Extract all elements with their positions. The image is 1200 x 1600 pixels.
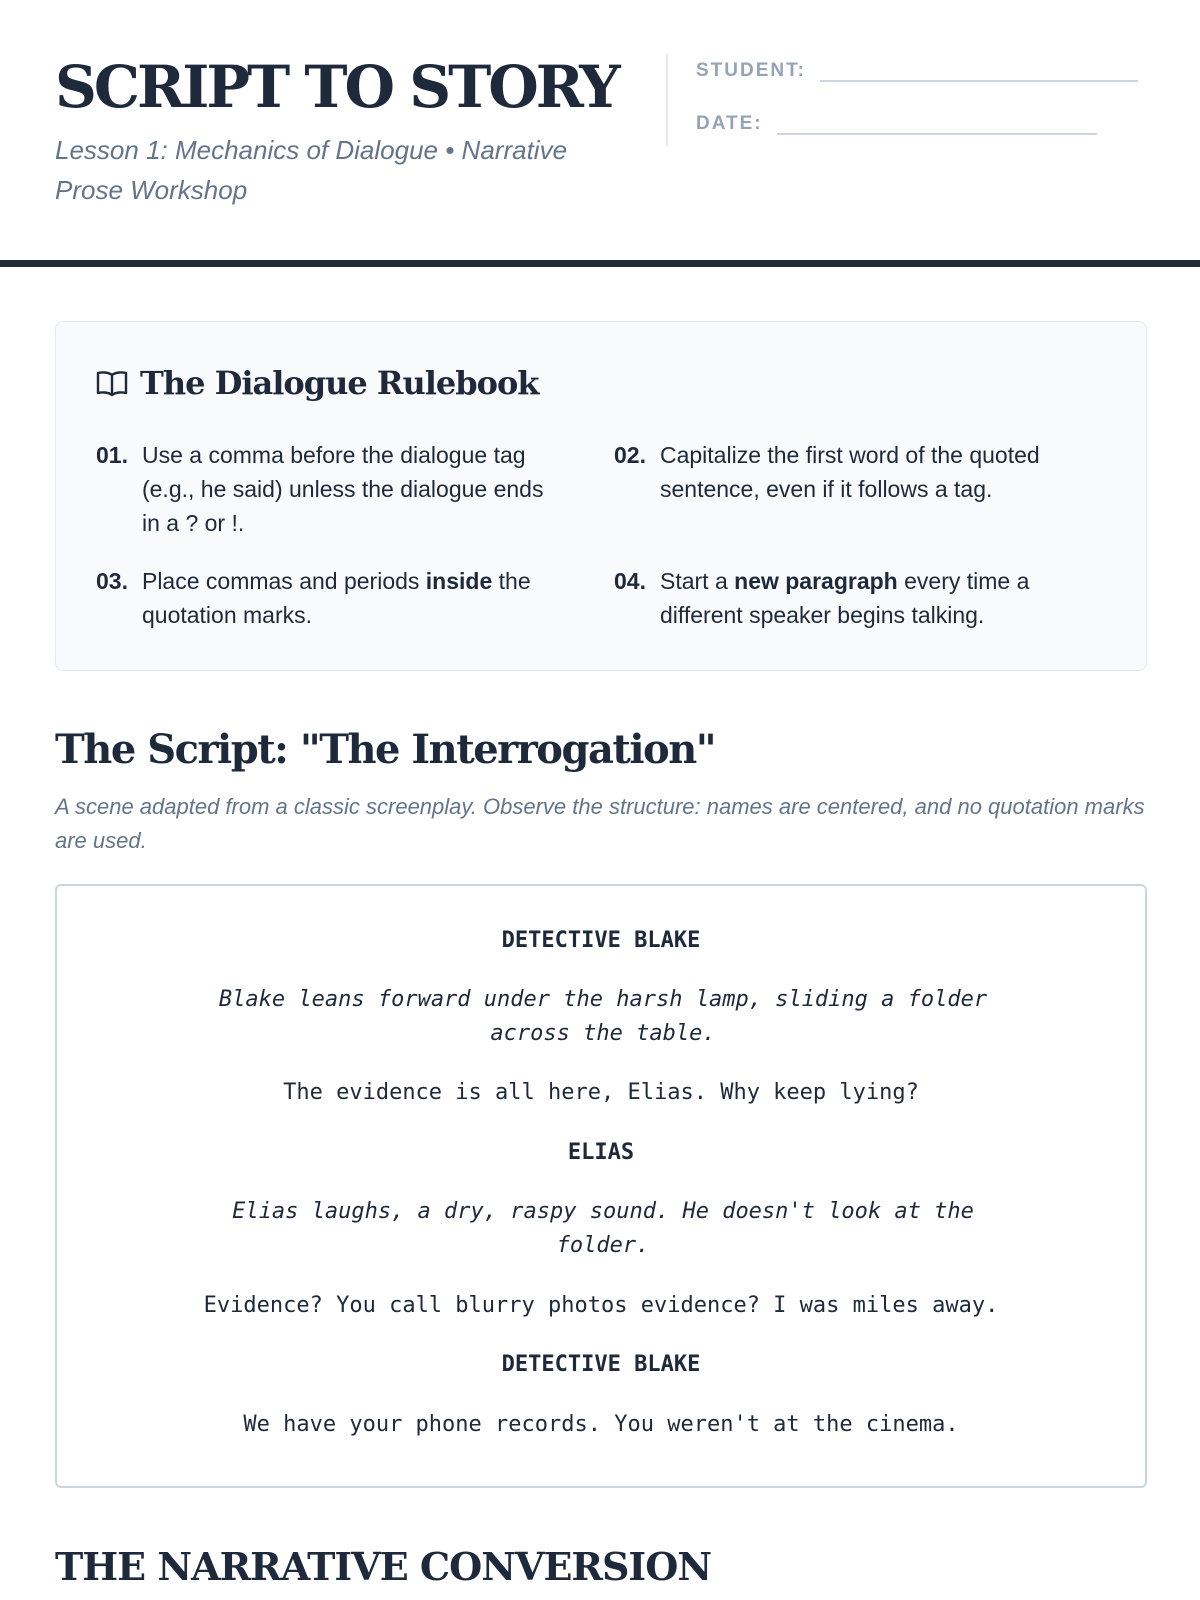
rule-item [96, 564, 576, 632]
worksheet-header [0, 0, 1200, 262]
rule-item [96, 438, 566, 540]
lesson-subtitle: Lesson 1: Mechanics of Dialogue • Narrative Prose Workshop [55, 135, 568, 205]
rule-emphasis: inside [425, 568, 493, 594]
script-dialogue-line: We have your phone records. You weren't at the cinema. [243, 1412, 959, 1437]
script-dialogue-line: The evidence is all here, Elias. Why keep lying? [283, 1080, 919, 1105]
rulebook-title: The Dialogue Rulebook [140, 364, 539, 402]
rule-number: 03. [96, 568, 128, 594]
script-heading: The Script: "The Interrogation" [55, 726, 716, 773]
rule-text: Start a new paragraph every time a different speaker begins talking. [659, 568, 1030, 628]
rule-text: Capitalize the first word of the quoted sentence, even if it follows a tag. [659, 442, 1040, 502]
script-character-name: ELIAS [567, 1140, 635, 1165]
script-character-name: DETECTIVE BLAKE [501, 928, 701, 953]
date-label: DATE: [696, 113, 763, 134]
script-character-name: DETECTIVE BLAKE [501, 1352, 701, 1377]
student-field [696, 60, 1138, 82]
book-open-icon [96, 369, 128, 397]
screenplay-excerpt [55, 884, 1147, 1488]
date-blank-line[interactable] [777, 133, 1097, 135]
rule-number: 01. [96, 442, 128, 468]
header-divider [666, 54, 668, 146]
script-action-line: Blake leans forward under the harsh lamp, sliding a folder across the table. [218, 987, 988, 1046]
script-dialogue-line: Evidence? You call blurry photos evidence? I was miles away. [203, 1293, 999, 1318]
script-action-line: Elias laughs, a dry, raspy sound. He doesn't look at the folder. [232, 1199, 974, 1258]
page-title: SCRIPT TO STORY [55, 53, 618, 121]
rule-emphasis: new paragraph [734, 568, 898, 594]
script-note: A scene adapted from a classic screenplay. Observe the structure: names are centered, and no quotation marks are used. [55, 794, 1145, 853]
rule-number: 02. [614, 442, 646, 468]
student-label: STUDENT: [696, 60, 806, 81]
rule-item [614, 438, 1094, 506]
date-field [696, 113, 1097, 135]
dialogue-rulebook-card [55, 321, 1147, 671]
rule-text: Place commas and periods inside the quotation marks. [141, 568, 531, 628]
student-blank-line[interactable] [820, 80, 1138, 82]
narrative-conversion-heading: THE NARRATIVE CONVERSION [55, 1544, 712, 1589]
rule-text: Use a comma before the dialogue tag (e.g., he said) unless the dialogue ends in a ? or !. [141, 442, 544, 536]
rule-item [614, 564, 1094, 632]
rule-number: 04. [614, 568, 646, 594]
header-rule [0, 260, 1200, 267]
rulebook-header [96, 364, 538, 402]
